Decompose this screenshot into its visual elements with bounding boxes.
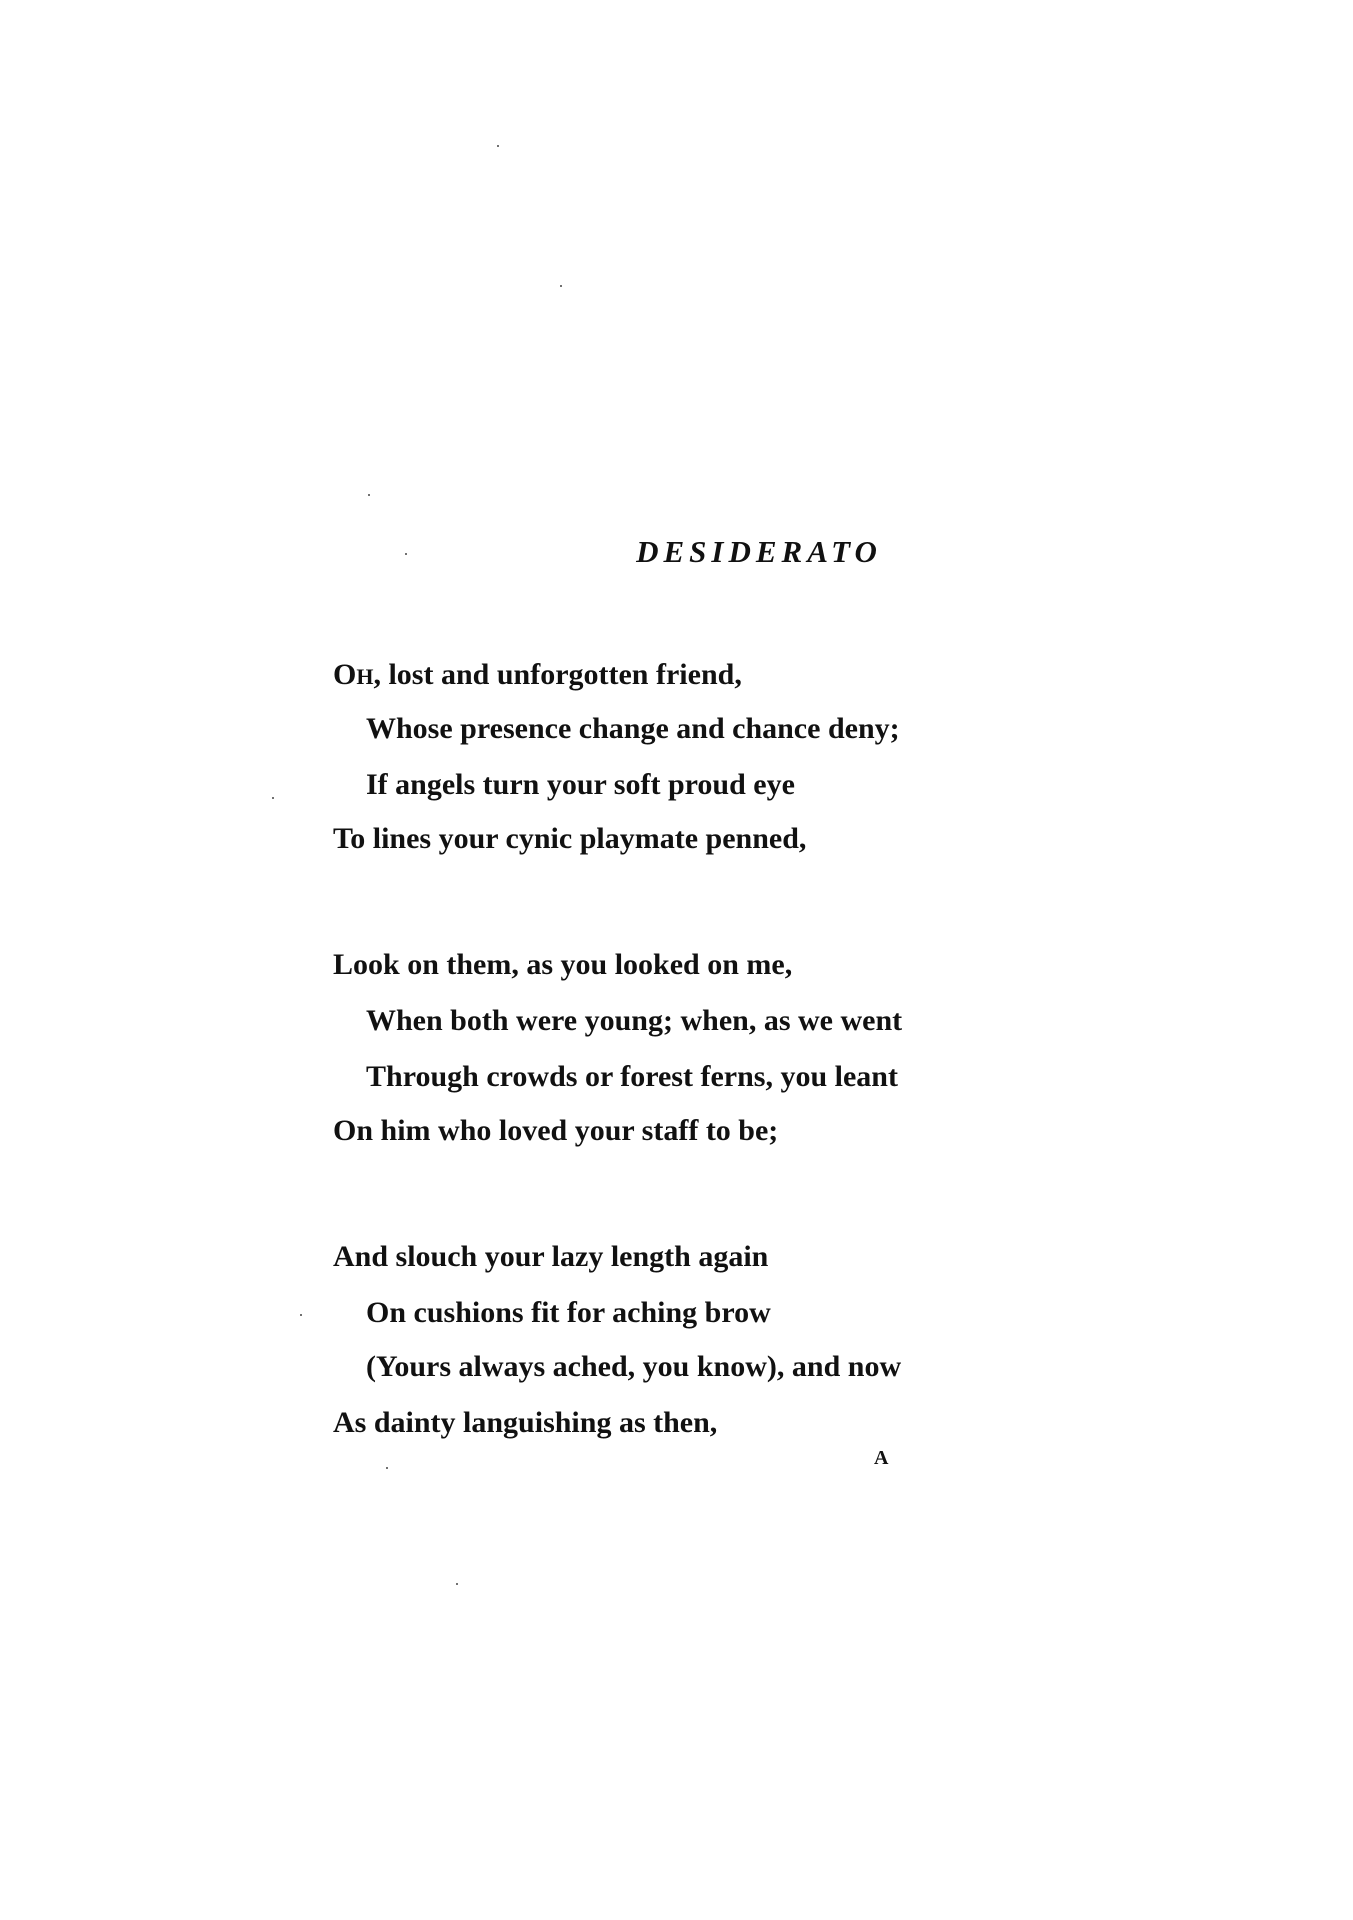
poem-line: On him who loved your staff to be; <box>333 1114 779 1147</box>
scan-speck <box>497 145 499 147</box>
poem-line: Whose presence change and chance deny; <box>366 712 900 745</box>
scan-speck <box>456 1583 458 1585</box>
poem-line: As dainty languishing as then, <box>333 1406 718 1439</box>
scan-speck <box>386 1467 388 1469</box>
scan-speck <box>560 285 562 287</box>
first-word: OH <box>333 658 374 691</box>
poem-line: When both were young; when, as we went <box>366 1004 903 1037</box>
poem-line: (Yours always ached, you know), and now <box>366 1350 902 1383</box>
scan-speck <box>272 797 274 799</box>
poem-line: Through crowds or forest ferns, you leant <box>366 1060 898 1093</box>
poem-line: Look on them, as you looked on me, <box>333 948 793 981</box>
poem-line: If angels turn your soft proud eye <box>366 768 795 801</box>
scan-speck <box>300 1314 302 1316</box>
poem-line: On cushions fit for aching brow <box>366 1296 771 1329</box>
scan-speck <box>368 494 370 496</box>
poem-line: To lines your cynic playmate penned, <box>333 822 807 855</box>
poem-line: And slouch your lazy length again <box>333 1240 769 1273</box>
poem-title: DESIDERATO <box>636 534 882 569</box>
signature-mark: A <box>874 1447 889 1469</box>
poem-line: OH, lost and unforgotten friend, <box>333 658 742 691</box>
